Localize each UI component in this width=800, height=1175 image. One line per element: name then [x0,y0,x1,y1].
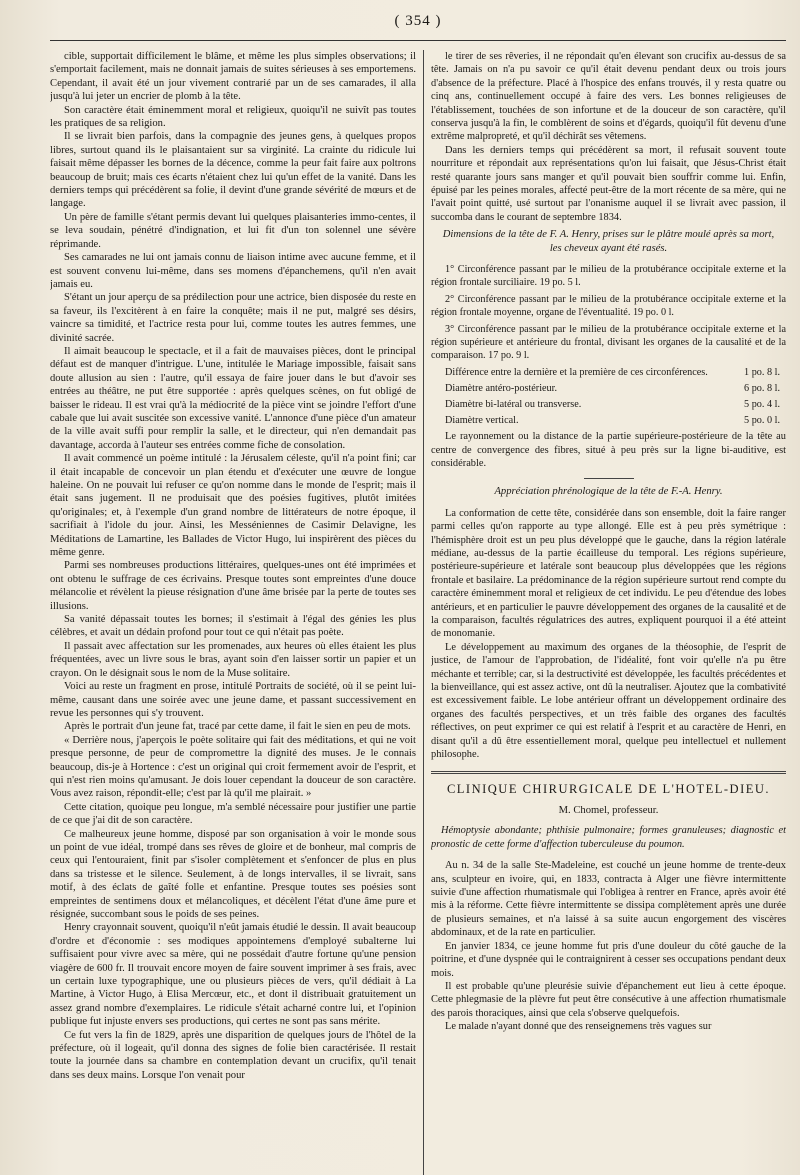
measurement-value: 5 po. 0 l. [744,415,780,427]
paragraph: Le développement au maximum des organes de la théosophie, de l'esprit de justice, de l'amour de l'approbation, de l'idéalité, font voir qu'elle n'a pu être méchante et terrible; car, si la destructivité est développée, les facultés précédentes et la bienveillance, qui est assez active, ont dû la neutraliser. Ajoutez que la combativité est excessivement faible. Le lobe antérieur offrant un développement ordinaire des organes des facultés perspectives, et un très faible des organes des facultés réflectives, on peut exprimer ce qui est relatif à l'esprit et au caractère de Henri, en disant qu'il a dû être essentiellement moral, quelque peu intellectuel et nullement philosophe. [431,641,786,761]
page-number: ( 354 ) [394,13,442,29]
paragraph: cible, supportait difficilement le blâme, et même les plus simples observations; il s'emportait facilement, mais ne donnait jamais de suites sérieuses à ses emportemens. Cependant, il avait été un jour vivement contrarié par un de ses camarades, il alla jusqu'à lui jeter un encrier de plomb à la tête. [50,51,416,103]
two-column-body [50,50,786,1175]
paragraph: Cette citation, quoique peu longue, m'a semblé nécessaire pour justifier une partie de ce que j'ai dit de son caractère. [50,801,416,827]
paragraph: Henry crayonnait souvent, quoiqu'il n'eût jamais étudié le dessin. Il avait beaucoup d'ordre et d'économie : ses modiques appointemens d'employé subalterne lui suffisaient pour vivre avec sa mère, qui ne possédait d'autre fortune qu'une pension viagère de 600 fr. Il trouvait encore moyen de faire souvent imprimer à ses frais, avec un certain luxe typographique, une ou plusieurs pièces de vers, qu'il dédiait à La Martine, à Victor Hugo, à Elisa Mercœur, etc., et dont il distribuait gratuitement un assez grand nombre d'exemplaires. Le ridicule s'était acharné contre lui, et l'opinion publique fut injuste envers ses productions, qui certes ne sont pas sans mérite. [50,922,416,1028]
paragraph: Il aimait beaucoup le spectacle, et il a fait de mauvaises pièces, dont le principal défaut est de manquer d'intrigue. L'une, intitulée le Mariage impossible, faisait sans doute allusion au sien : l'autre, qu'il essaya de faire jouer dans le but d'avoir ses entrées au théâtre, ne put être supportée : après quelques scènes, on fut obligé de baisser le rideau. Il est vrai qu'à la médiocrité de la pièce vint se joindre l'effort d'une cabale que lui avait suscitée son excessive vanité. L'annonce d'une pièce d'un amateur de la ville avait suffi pour remplir la salle, et le directeur, qui n'en demandait pas davantage, accorda à l'auteur ses entrées comme fiche de consolation. [50,345,416,451]
paragraph: Il passait avec affectation sur les promenades, aux heures où elles étaient les plus fréquentées, avec un livre sous le bras, ayant soin d'en laisser sortir un papier et un crayon. On le désignait sous le nom de la Muse solitaire. [50,640,416,679]
right-column [431,50,786,1175]
measurement-value: 19 po. 0 l. [632,307,674,319]
measurement-row [431,366,786,382]
paragraph: Il avait commencé un poème intitulé : la Jérusalem céleste, qu'il n'a point fini; car il était incapable de concevoir un plan étendu et d'exécuter une œuvre de longue haleine. On ne pouvait lui refuser ce qu'on nomme dans le monde de l'esprit; mais il était sans jugement. Il ne produisait que des poésies fugitives, plutôt imitées qu'originales; et, à l'exemple d'un grand nombre de littérateurs de notre époque, il sacrifiait à l'idole du jour. Ainsi, les Messéniennes de Casimir Delavigne, les Méditations de Lamartine, les Ballades de Victor Hugo, lui inspirèrent des pièces du même genre. [50,453,416,559]
dimensions-title: Dimensions de la tête de F. A. Henry, prises sur le plâtre moulé après sa mort, les cheveux ayant été rasés. [442,229,775,254]
header-rule [50,40,786,41]
paragraph: Le malade n'ayant donné que des renseignemens très vagues sur [445,1021,712,1033]
paragraph: Ce fut vers la fin de 1829, après une disparition de quelques jours de l'hôtel de la préfecture, où il logeait, qu'il donna des signes de folie bien caractérisée. Il restait toute la journée dans sa chambre en contemplation devant un crucifix, qu'il tenait dans ses deux mains. Lorsque l'on venait pour [50,1029,416,1081]
paragraph: Au n. 34 de la salle Ste-Madeleine, est couché un jeune homme de trente-deux ans, sculpteur en ivoire, qui, en 1833, contracta à Alger une fièvre intermittente suivie d'une affection rhumatismale qui l'obligea à rentrer en France, après avoir été mis à la réforme. Cette fièvre intermittente se dissipa complètement après une durée de plusieurs semaines, et n'a laissé à sa suite aucun engorgement des viscères abdominaux, et de la rate en particulier. [431,860,786,939]
paragraph: Ce malheureux jeune homme, disposé par son organisation à voir le monde sous un point de vue idéal, trompé dans ses rêves de gloire et de bonheur, mal compris de ceux qui l'entouraient, finit par s'isoler complètement et s'enfoncer de plus en plus dans sa tristesse et le silence. Seulement, à de longs intervalles, il se livrait, sans motif, à des éclats de gaîté folle et enfantine. Presque toutes ses poésies sont empreintes de sentimens doux et mélancoliques, et décèlent l'état d'une âme pure et résignée, succombant sous le poids de ses peines. [50,828,416,920]
measurement-row [431,414,786,430]
paragraph: Sa vanité dépassait toutes les bornes; il s'estimait à l'égal des génies les plus célèbres, et avait un dédain profond pour tout ce qui n'était pas poète. [50,614,416,639]
page-header [50,10,786,36]
measurement-value: 19 po. 5 l. [539,277,581,289]
measurement-text: 2° Circonférence passant par le milieu de la protubérance occipitale externe et la région frontale moyenne, organe de l'éventualité. [431,294,786,319]
measurement-item [431,293,786,319]
measurement-text: 3° Circonférence passant par le milieu de la protubérance occipitale externe et la région supérieure et antérieure du frontal, divisant les organes de la causalité et de la comparaison. [431,324,786,362]
paragraph: La conformation de cette tête, considérée dans son ensemble, doit la faire ranger parmi celles qu'on rapporte au type allongé. Elle est à peu près symétrique : l'hémisphère droit est un peu plus développé que le gauche, dans la région latérale médiane, au-dessus de la partie écailleuse du temporal. Les régions supérieure, postérieure-supérieure et latérale sont beaucoup plus développées que les régions frontale et basilaire. La prédominance de la région supérieure surtout rend compte du caractère éminemment moral et religieux de cet individu. Le peu d'étendue des lobes antérieurs, et en particulier le pauvre développement des organes de la causalité et de la comparaison, facultés régulatrices des autres, expliquent pourquoi il a été atteint de monomanie. [431,507,786,640]
measurement-value: 6 po. 8 l. [744,383,780,395]
paragraph: Parmi ses nombreuses productions littéraires, quelques-unes ont été imprimées et ont obtenu le suffrage de ces écrivains. Presque toutes sont empreintes d'une douce mélancolie et révèlent la pieuse résignation d'une âme brisée par la perte de toutes ses illusions. [50,560,416,612]
paragraph: En janvier 1834, ce jeune homme fut pris d'une douleur du côté gauche de la poitrine, et d'une dyspnée qui le contraignirent à cesser ses occupations pendant deux mois. [431,940,786,979]
paragraph: Il se livrait bien parfois, dans la compagnie des jeunes gens, à quelques propos libres, surtout quand ils le plaisantaient sur sa virginité. La crainte du ridicule lui faisait même dépasser les bornes de la décence, comme la peur fait faire aux poltrons beaucoup de bruit; mais ces écarts n'étaient chez lui qu'un effet de la vanité. Dans les derniers temps qui précédèrent sa folie, il devint d'une grande sévérité de mœurs et de langage. [50,131,416,210]
paragraph: le tirer de ses rêveries, il ne répondait qu'en élevant son crucifix au-dessus de sa tête. Jamais on n'a pu savoir ce qu'il était devenu pendant deux ou trois jours d'absence de la préfecture. Placé à l'hospice des enfans trouvés, il y resta quatre ou cinq ans, continuellement occupé à faire des vers. Les bonnes religieuses de l'établissement, touchées de son infortune et de la douceur de son caractère, qu'il conserva jusqu'à la fin, le comblèrent de soins et d'égards, quoiqu'il fût devenu d'une extrême malpropreté, et qu'il déchirât ses vêtemens. [431,51,786,143]
appreciation-title: Appréciation phrénologique de la tête de F.-A. Henry. [494,486,723,498]
paragraph: Son caractère était éminemment moral et religieux, quoiqu'il ne suivît pas toutes les pratiques de sa religion. [50,104,416,130]
paragraph: Dans les derniers temps qui précédèrent sa mort, il refusait souvent toute nourriture et répondait aux représentations qu'on lui faisait, que Jésus-Christ était resté quarante jours sans manger et qu'il pouvait bien souffrir comme lui. Enfin, épuisé par les peines morales, affecté peut-être de la mort récente de sa mère, qui ne l'avait point quitté, usé surtout par l'onanisme auquel il se livrait avec passion, il succomba dans le courant de septembre 1834. [431,144,786,223]
separator-rule [584,478,634,479]
measurement-item [431,263,786,289]
quotation: « Derrière nous, j'aperçois le poète solitaire qui fait des méditations, et qui ne voit presque personne, de peur de compromettre la dignité des muses. Je le connais beaucoup, dis-je à Hortence : c'est un original qui croit fermement avoir de l'esprit, et qui n'est rien moins qu'amusant. Je dois louer cependant la douceur de son caractère. Vous avez raison, répondit-elle; c'est par là qu'il me plairait. » [50,734,416,800]
paragraph: Le rayonnement ou la distance de la partie supérieure-postérieure de la tête au centre de convergence des fibres, situé à peu près sur la ligne bi-auditive, est considérable. [431,431,786,469]
section-rule [431,771,786,774]
measurement-item [431,323,786,362]
measurement-value: 1 po. 8 l. [744,367,780,379]
paragraph: Un père de famille s'étant permis devant lui quelques plaisanteries immo-centes, il se leva soudain, pénétré d'indignation, et lui fit d'un ton solennel une sévère réprimande. [50,211,416,250]
measurement-row [431,382,786,398]
measurement-label: Différence entre la dernière et la première de ces circonférences. [445,367,708,379]
measurement-value: 5 po. 4 l. [744,399,780,411]
measurement-label: Diamètre vertical. [445,415,519,427]
left-column [50,50,416,1175]
paragraph: Voici au reste un fragment en prose, intitulé Portraits de société, où il se peint lui-même, causant dans une soirée avec une jeune dame, et passant successivement en revue les personnes qui s'y trouvent. [50,681,416,719]
case-abstract: Hémoptysie abondante; phthisie pulmonaire; formes granuleuses; diagnostic et pronostic de cette forme d'affection tuberculeuse du poumon. [431,825,786,850]
professor-line: M. Chomel, professeur. [558,805,659,817]
paragraph: Après le portrait d'un jeune fat, tracé par cette dame, il fait le sien en peu de mots. [64,721,411,733]
measurement-text: 1° Circonférence passant par le milieu de la protubérance occipitale externe et la région frontale surciliaire. [431,264,786,289]
paragraph: S'étant un jour aperçu de sa prédilection pour une actrice, bien disposée du reste en sa faveur, ils l'excitèrent à en faire la conquête; mais il ne put, malgré ses désirs, vaincre sa timidité, et l'actrice resta pour lui, comme toutes les autres femmes, une divinité sacrée. [50,292,416,344]
measurement-label: Diamètre antéro-postérieur. [445,383,558,395]
paragraph: Il est probable qu'une pleurésie suivie d'épanchement eut lieu à cette époque. Cette phlegmasie de la plèvre fut peut être consécutive à une affection rhumatismale des parois thoraciques, ainsi que cela s'observe quelquefois. [431,980,786,1019]
paragraph: Ses camarades ne lui ont jamais connu de liaison intime avec aucune femme, et il est souvent convenu lui-même, dans ses momens d'épanchemens, qu'il n'en avait jamais eu. [50,252,416,290]
measurement-row [431,398,786,414]
measurement-value: 17 po. 9 l. [488,350,530,362]
clinic-title: CLINIQUE CHIRURGICALE DE L'HOTEL-DIEU. [446,782,771,797]
column-divider [423,50,424,1175]
measurement-label: Diamètre bi-latéral ou transverse. [445,399,582,411]
